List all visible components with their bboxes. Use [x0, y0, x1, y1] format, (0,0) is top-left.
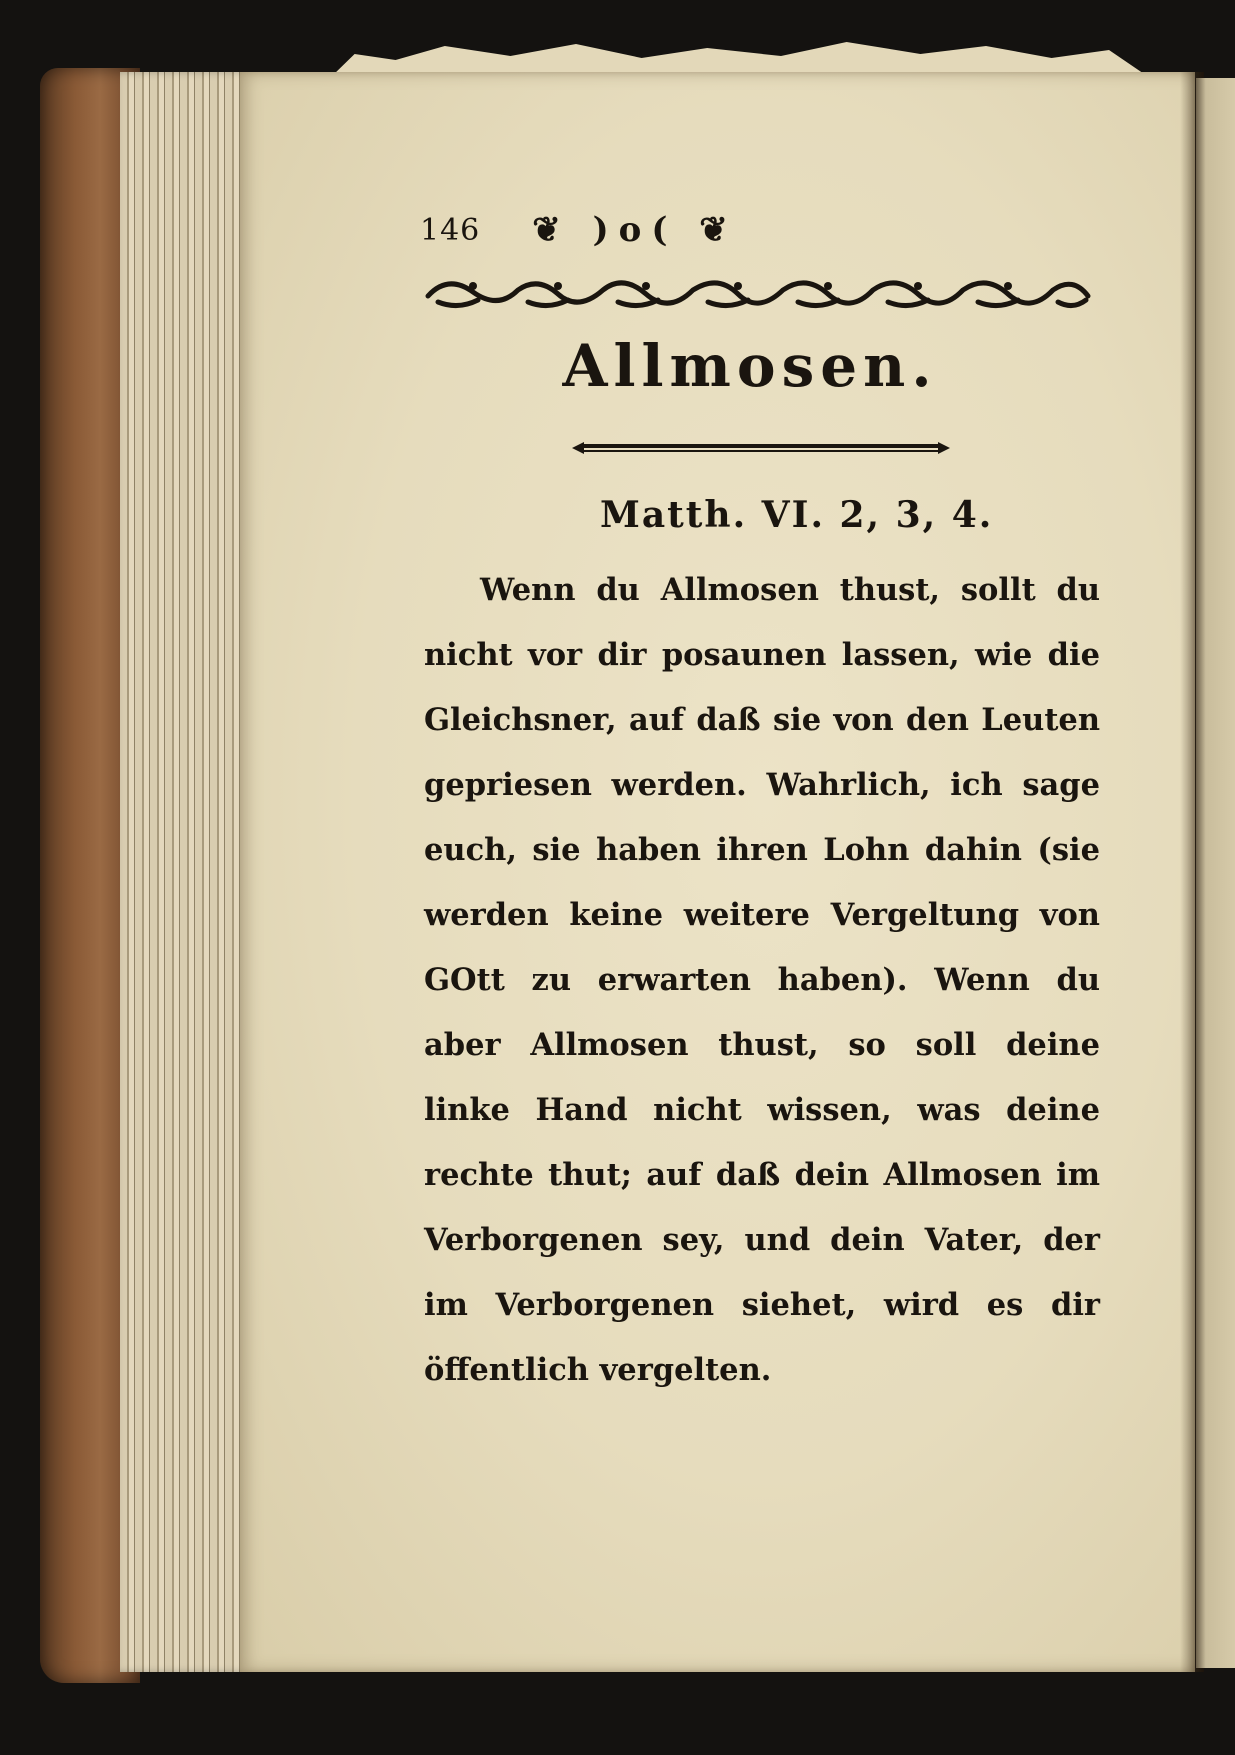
page-header: [420, 200, 1000, 260]
body-paragraph: [424, 558, 1100, 1403]
body-text: Wenn du Allmosen thust, sollt du nicht vor dir posaunen lassen, wie die Gleichsner, auf daß sie von den Leuten gepriesen werden. Wahrlich, ich sage euch, sie haben ihren Lohn dahin (sie werden keine weitere Vergeltung von GOtt zu erwarten haben). Wenn du aber Allmosen thust, so soll deine linke Hand nicht wissen, was deine rechte thut; auf daß dein Allmosen im Verborgenen sey, und dein Vater, der im Verborgenen siehet, wird es dir öffentlich vergelten.: [424, 572, 1100, 1388]
page-number: 146: [420, 212, 481, 248]
section-title: Allmosen.: [562, 332, 938, 400]
title-divider-rule: [566, 436, 956, 460]
decorative-ornament-band: [418, 266, 1098, 314]
scripture-reference: Matth. VI. 2, 3, 4.: [600, 494, 994, 536]
running-head-ornament: ❦ )o( ❦: [532, 210, 738, 250]
facing-page-edge: [1196, 78, 1235, 1668]
page-edges: [120, 72, 252, 1672]
